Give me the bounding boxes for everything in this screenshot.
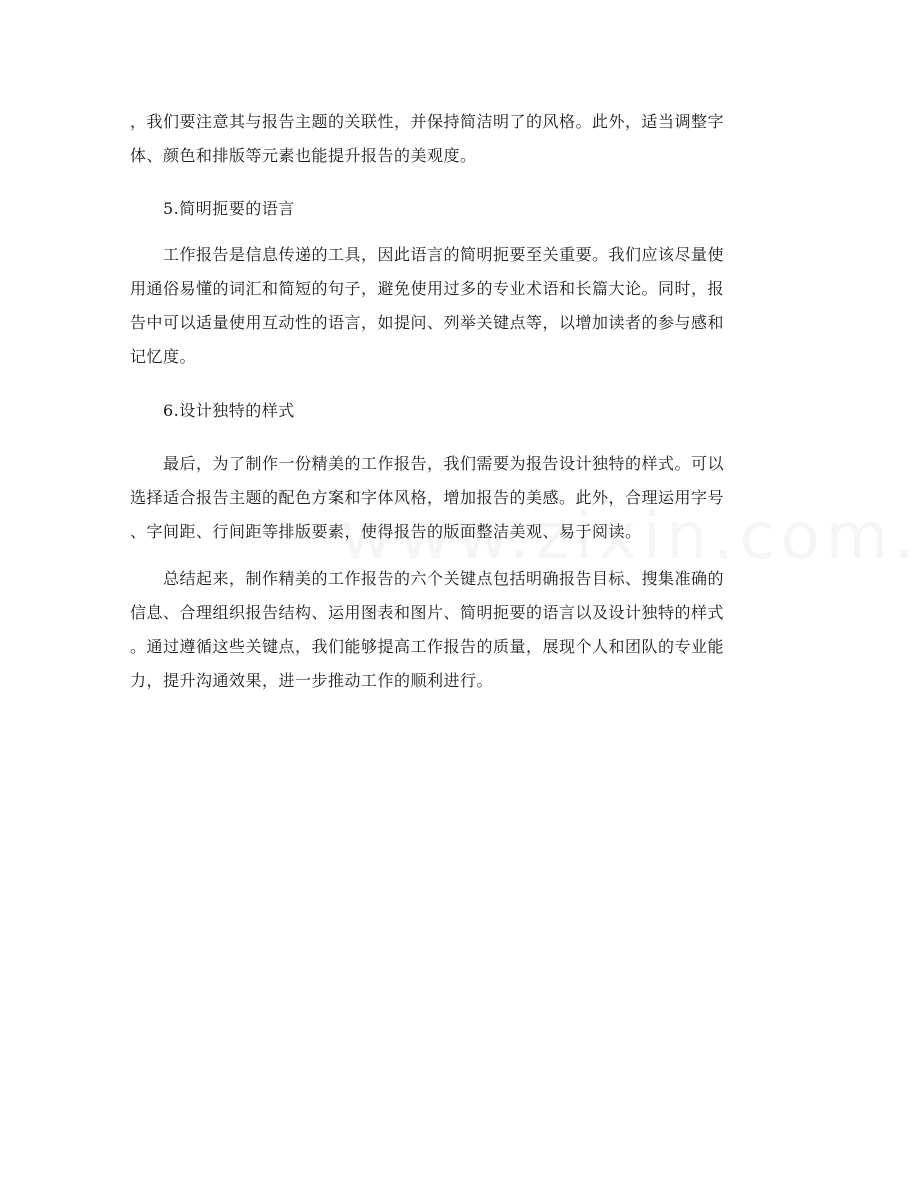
paragraph-line: 最后，为了制作一份精美的工作报告，我们需要为报告设计独特的样式。可以	[130, 454, 725, 473]
section-heading: 6.设计独特的样式	[130, 401, 295, 420]
paragraph-line: 体、颜色和排版等元素也能提升报告的美观度。	[130, 146, 477, 165]
paragraph-line: 用通俗易懂的词汇和简短的句子，避免使用过多的专业术语和长篇大论。同时，报	[130, 279, 725, 298]
paragraph-line: 告中可以适量使用互动性的语言，如提问、列举关键点等，以增加读者的参与感和	[130, 313, 725, 332]
paragraph-line: 力，提升沟通效果，进一步推动工作的顺利进行。	[130, 671, 494, 690]
paragraph-line: 工作报告是信息传递的工具，因此语言的简明扼要至关重要。我们应该尽量使	[130, 245, 725, 264]
paragraph-line: ，我们要注意其与报告主题的关联性，并保持简洁明了的风格。此外，适当调整字	[130, 112, 725, 131]
paragraph-line: 。通过遵循这些关键点，我们能够提高工作报告的质量，展现个人和团队的专业能	[130, 637, 725, 656]
paragraph-line: 、字间距、行间距等排版要素，使得报告的版面整洁美观、易于阅读。	[130, 522, 642, 541]
paragraph-line: 选择适合报告主题的配色方案和字体风格，增加报告的美感。此外，合理运用字号	[130, 488, 725, 507]
section-heading: 5.简明扼要的语言	[130, 199, 295, 218]
paragraph-line: 总结起来，制作精美的工作报告的六个关键点包括明确报告目标、搜集准确的	[130, 569, 725, 588]
paragraph-line: 记忆度。	[130, 347, 197, 366]
paragraph-line: 信息、合理组织报告结构、运用图表和图片、简明扼要的语言以及设计独特的样式	[130, 603, 725, 622]
